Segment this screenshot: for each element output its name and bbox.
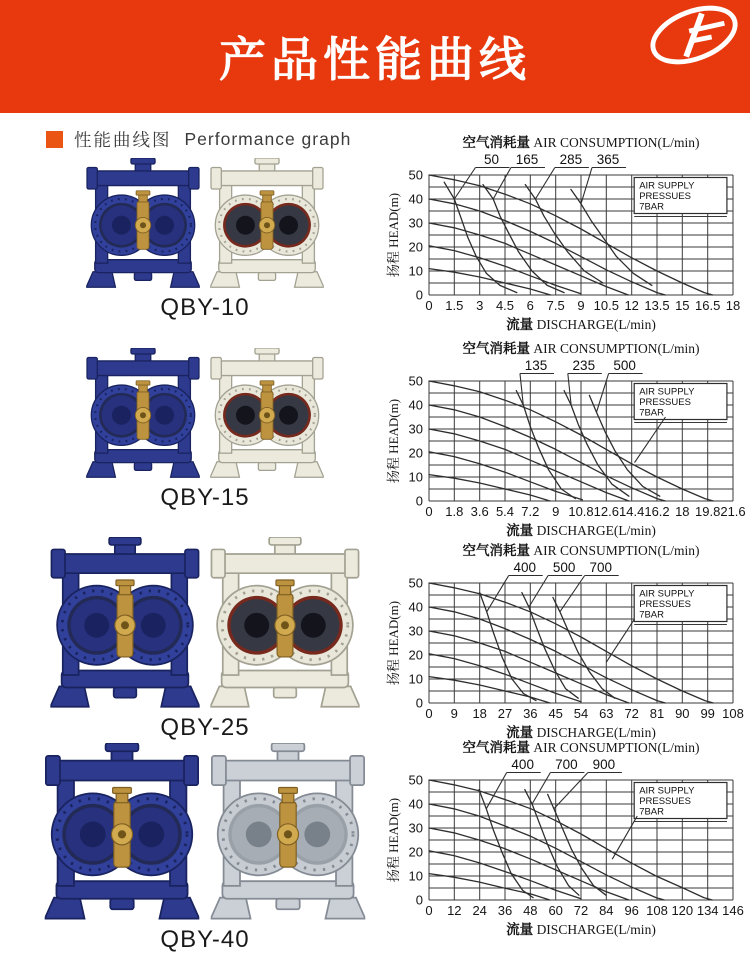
air-supply-box-text: PRESSUES: [639, 191, 691, 202]
x-tick-label: 9: [577, 298, 585, 313]
x-tick-label: 1.8: [445, 504, 464, 519]
y-tick-label: 20: [408, 239, 423, 255]
y-tick-label: 0: [415, 695, 423, 711]
y-tick-label: 0: [415, 892, 423, 908]
air-consumption-value: 135: [524, 358, 548, 373]
pump-photo-white: [210, 348, 324, 479]
x-tick-label: 60: [548, 903, 563, 918]
x-tick-label: 7.5: [546, 298, 565, 313]
x-tick-label: 96: [624, 903, 639, 918]
air-supply-box-text: 7BAR: [639, 806, 665, 818]
y-tick-label: 30: [408, 421, 423, 437]
air-supply-box-text: PRESSUES: [639, 397, 691, 408]
x-tick-label: 18: [725, 298, 741, 313]
x-tick-label: 13.5: [644, 298, 670, 313]
box-leader-line: [606, 619, 634, 662]
x-tick-label: 15: [675, 298, 690, 313]
x-tick-label: 0: [425, 903, 433, 918]
pump-photo-silver: [210, 743, 366, 921]
y-tick-label: 10: [408, 263, 423, 279]
air-label-leader: [535, 168, 554, 200]
y-tick-label: 20: [408, 844, 423, 860]
y-tick-label: 40: [408, 599, 423, 615]
y-tick-label: 10: [408, 671, 423, 687]
air-consumption-value: 165: [515, 152, 539, 167]
header-banner: [0, 0, 750, 113]
chart-title: 空气消耗量 AIR CONSUMPTION(L/min): [462, 135, 700, 150]
box-leader-line: [612, 816, 637, 859]
air-label-leader: [532, 773, 550, 805]
air-consumption-curve: [548, 794, 606, 895]
section-heading: [46, 127, 351, 152]
x-tick-label: 3.6: [470, 504, 489, 519]
air-consumption-value: 500: [613, 358, 636, 373]
x-tick-label: 108: [646, 903, 668, 918]
y-axis-label: 扬程 HEAD(m): [386, 398, 401, 484]
y-tick-label: 40: [408, 397, 423, 413]
pump-model-label: QBY-15: [160, 484, 250, 511]
x-tick-label: 0: [425, 706, 433, 721]
air-supply-box-text: AIR SUPPLY: [639, 785, 695, 797]
air-supply-box-text: 7BAR: [639, 609, 665, 621]
y-tick-label: 50: [408, 772, 423, 788]
pump-photo-white: [210, 158, 324, 289]
x-tick-label: 19.8: [695, 504, 721, 519]
air-consumption-value: 700: [555, 757, 578, 772]
y-tick-label: 30: [408, 820, 423, 836]
y-tick-label: 0: [415, 493, 423, 509]
x-tick-label: 72: [573, 903, 589, 918]
x-tick-label: 9: [450, 706, 458, 721]
x-tick-label: 120: [671, 903, 694, 918]
box-leader-line: [634, 417, 665, 463]
chart-title: 空气消耗量 AIR CONSUMPTION(L/min): [462, 543, 700, 558]
air-supply-box-text: AIR SUPPLY: [639, 180, 695, 192]
x-tick-label: 24: [472, 903, 487, 918]
x-tick-label: 3: [476, 298, 484, 313]
pump-figure-qby-15: [30, 348, 380, 512]
pump-model-label: QBY-40: [160, 926, 250, 953]
pump-image-pair: [30, 537, 380, 709]
x-tick-label: 4.5: [495, 298, 515, 313]
x-tick-label: 27: [497, 706, 513, 721]
air-consumption-value: 50: [483, 152, 500, 167]
air-label-leader: [581, 168, 592, 204]
pump-image-pair: [30, 743, 380, 921]
x-tick-label: 146: [722, 903, 744, 918]
air-consumption-value: 285: [559, 152, 583, 167]
y-axis-label: 扬程 HEAD(m): [386, 600, 401, 686]
air-label-leader: [486, 773, 506, 809]
air-label-leader: [454, 168, 475, 200]
pump-image-pair: [30, 158, 380, 289]
pump-figure-qby-25: [30, 537, 380, 742]
x-tick-label: 7.2: [521, 504, 540, 519]
y-tick-label: 40: [408, 796, 423, 812]
air-consumption-value: 400: [511, 757, 534, 772]
y-tick-label: 20: [408, 445, 423, 461]
pump-photo-blue: [50, 537, 200, 709]
head-curve: [429, 452, 582, 500]
y-axis-label: 扬程 HEAD(m): [386, 797, 401, 883]
pump-model-label: QBY-25: [160, 714, 250, 741]
pump-model-label: QBY-10: [160, 294, 250, 321]
x-tick-label: 21.6: [720, 504, 746, 519]
performance-chart-qby-15: [383, 339, 750, 544]
x-tick-label: 12: [624, 298, 639, 313]
air-consumption-value: 235: [572, 358, 596, 373]
x-tick-label: 1.5: [445, 298, 464, 313]
x-tick-label: 16.2: [644, 504, 670, 519]
page-title: 产品性能曲线: [219, 33, 531, 86]
head-curve: [429, 677, 550, 703]
x-tick-label: 36: [497, 903, 513, 918]
y-tick-label: 30: [408, 215, 423, 231]
x-tick-label: 45: [548, 706, 563, 721]
x-tick-label: 9: [552, 504, 560, 519]
brand-logo-icon: [646, 4, 744, 68]
pump-figure-qby-10: [30, 158, 380, 322]
chart-title: 空气消耗量 AIR CONSUMPTION(L/min): [462, 341, 700, 356]
y-tick-label: 10: [408, 868, 423, 884]
air-consumption-value: 500: [552, 560, 576, 575]
x-axis-label: 流量 DISCHARGE(L/min): [506, 922, 656, 937]
x-tick-label: 6: [526, 298, 534, 313]
performance-chart-qby-25: [383, 541, 750, 746]
performance-chart-qby-10: [383, 133, 750, 338]
pump-image-pair: [30, 348, 380, 479]
air-consumption-value: 900: [592, 757, 616, 772]
x-tick-label: 14.4: [619, 504, 645, 519]
y-tick-label: 40: [408, 191, 423, 207]
x-tick-label: 72: [624, 706, 639, 721]
air-consumption-value: 365: [596, 152, 620, 167]
air-label-leader: [529, 576, 548, 608]
head-curve: [429, 269, 551, 295]
pump-photo-blue: [44, 743, 200, 921]
air-supply-box-text: PRESSUES: [639, 796, 691, 807]
x-tick-label: 48: [523, 903, 538, 918]
y-tick-label: 10: [408, 469, 423, 485]
x-axis-label: 流量 DISCHARGE(L/min): [506, 725, 656, 740]
x-tick-label: 5.4: [495, 504, 515, 519]
y-tick-label: 50: [408, 575, 423, 591]
x-tick-label: 134: [696, 903, 719, 918]
x-axis-label: 流量 DISCHARGE(L/min): [506, 523, 656, 538]
head-curve: [429, 475, 550, 501]
air-supply-box-text: 7BAR: [639, 407, 665, 419]
air-consumption-value: 400: [513, 560, 536, 575]
y-tick-label: 50: [408, 373, 423, 389]
x-tick-label: 0: [425, 298, 433, 313]
air-supply-box-text: PRESSUES: [639, 599, 691, 610]
bullet-square-icon: [46, 131, 63, 148]
x-tick-label: 81: [649, 706, 665, 721]
x-tick-label: 10.5: [593, 298, 619, 313]
x-tick-label: 36: [523, 706, 538, 721]
x-tick-label: 54: [573, 706, 589, 721]
x-tick-label: 90: [675, 706, 690, 721]
pump-photo-blue: [86, 348, 200, 479]
air-supply-box-text: AIR SUPPLY: [639, 588, 695, 600]
section-title-cn: 性能曲线图: [74, 130, 172, 150]
y-tick-label: 30: [408, 623, 423, 639]
air-consumption-curve: [479, 790, 533, 898]
x-tick-label: 108: [722, 706, 744, 721]
y-tick-label: 0: [415, 287, 423, 303]
air-supply-box-text: 7BAR: [639, 201, 665, 213]
x-tick-label: 63: [599, 706, 614, 721]
x-tick-label: 12.6: [593, 504, 619, 519]
x-axis-label: 流量 DISCHARGE(L/min): [506, 317, 656, 332]
y-tick-label: 20: [408, 647, 423, 663]
y-axis-label: 扬程 HEAD(m): [386, 192, 401, 278]
x-tick-label: 18: [472, 706, 487, 721]
air-label-leader: [493, 168, 511, 200]
x-tick-label: 99: [700, 706, 715, 721]
pump-photo-blue: [86, 158, 200, 289]
chart-title: 空气消耗量 AIR CONSUMPTION(L/min): [462, 740, 700, 755]
x-tick-label: 84: [599, 903, 614, 918]
x-tick-label: 18: [675, 504, 690, 519]
x-tick-label: 10.8: [568, 504, 594, 519]
x-tick-label: 12: [447, 903, 462, 918]
air-supply-box-text: AIR SUPPLY: [639, 386, 695, 398]
pump-photo-white: [210, 537, 360, 709]
section-title-en: Performance graph: [184, 129, 352, 149]
air-consumption-value: 700: [589, 560, 612, 575]
x-tick-label: 0: [425, 504, 433, 519]
performance-chart-qby-40: [383, 738, 750, 943]
y-tick-label: 50: [408, 167, 423, 183]
x-tick-label: 16.5: [695, 298, 721, 313]
air-label-leader: [554, 773, 588, 809]
pump-figure-qby-40: [30, 743, 380, 954]
